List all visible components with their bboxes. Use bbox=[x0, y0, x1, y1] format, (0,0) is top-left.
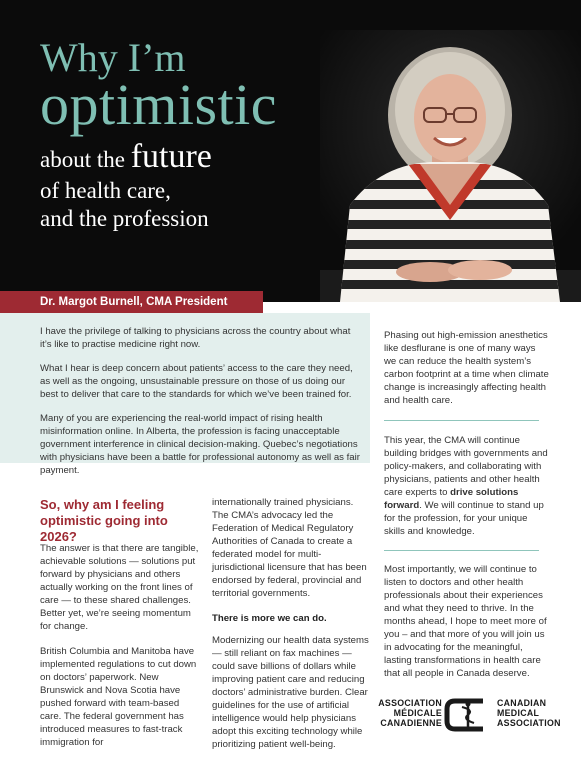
licensure-paragraph: internationally trained physicians. The CMA’s advocacy led the Federation of Medical Regulatory Authorities of Canada to create a federated model for multi-jurisdictional licensure that has been endorsed by federal, provincial and territorial governments. bbox=[212, 497, 367, 599]
logo-text: CANADIAN bbox=[497, 698, 547, 708]
divider bbox=[384, 550, 539, 551]
column-2 bbox=[212, 496, 372, 763]
title-line-why: Why I’m bbox=[40, 35, 186, 80]
cma-plans-paragraph bbox=[384, 434, 549, 538]
title-future-word: future bbox=[130, 138, 212, 175]
intro-paragraph: I have the privilege of talking to physicians across the country about what it’s like to practise medicine right now. bbox=[40, 326, 351, 350]
logo-text: MÉDICALE bbox=[393, 708, 442, 718]
hero-banner bbox=[0, 0, 581, 302]
section-heading: So, why am I feeling optimistic going into 2026? bbox=[40, 497, 168, 544]
subhead-more-we-can-do: There is more we can do. bbox=[212, 613, 327, 624]
caduceus-icon bbox=[443, 697, 493, 733]
logo-english-name bbox=[497, 698, 561, 728]
title-line-profession: and the profession bbox=[40, 206, 209, 231]
author-byline: Dr. Margot Burnell, CMA President bbox=[0, 291, 263, 313]
title-line-future bbox=[40, 140, 277, 174]
divider bbox=[384, 420, 539, 421]
right-column-paragraph-1 bbox=[384, 329, 549, 407]
title-line-health-care: of health care, bbox=[40, 178, 171, 203]
right-column-paragraph-2 bbox=[384, 434, 549, 538]
title-line-optimistic: optimistic bbox=[40, 72, 277, 137]
closing-paragraph: Most importantly, we will continue to listen to doctors and other health professionals about their experiences and what they need to thrive. In the months ahead, I hope to meet more of you – and that more of you will join us in advocating for the meaningful, lasting transformations in health care that all people in Canada deserve. bbox=[384, 564, 547, 679]
title-about-the: about the bbox=[40, 147, 131, 172]
answer-paragraph: The answer is that there are tangible, achievable solutions — solutions put forward by physicians and others actually working on the front lines of care — to these shared challenges. Better yet, we’re seeing momentum for change. bbox=[40, 543, 199, 632]
modernizing-paragraph: Modernizing our health data systems — still reliant on fax machines — could save billions of dollars while improving patient care and reducing doctors’ administrative burden. Clear guidelines for the use of artificial intelligence would help physicians adopt this exciting technology while prioritizing patient well-being. bbox=[212, 635, 369, 750]
logo-text: ASSOCIATION bbox=[497, 718, 561, 728]
plans-text-end: . We will continue to stand up for the profession, for your unique skills and knowledge. bbox=[384, 500, 544, 537]
logo-text: MEDICAL bbox=[497, 708, 540, 718]
plans-text: This year, the CMA will continue building bridges with governments and policy-makers, and collaborating with physicians, patients and other health care experts to bbox=[384, 435, 548, 498]
logo-french-name bbox=[378, 698, 442, 728]
plans-bold-text: drive solutions forward bbox=[384, 487, 519, 511]
logo-text: ASSOCIATION bbox=[378, 698, 442, 708]
president-portrait bbox=[320, 30, 581, 302]
hero-title bbox=[40, 35, 277, 231]
cma-logo bbox=[378, 697, 561, 733]
column-1 bbox=[40, 542, 203, 761]
anesthetics-paragraph: Phasing out high-emission anesthetics like desflurane is one of many ways we can reduce the health system’s carbon footprint at a time when climate change is increasingly affecting health and health care. bbox=[384, 330, 549, 406]
provinces-paragraph: British Columbia and Manitoba have implemented regulations to cut down on doctors’ paperwork. New Brunswick and Nova Scotia have pushed forward with team-based care. The federal government has introduced measures to fast-track immigration for bbox=[40, 646, 197, 748]
intro-paragraph: Many of you are experiencing the real-world impact of rising health misinformation online. In Alberta, the profession is facing unacceptable government interference in clinical decision-making. Quebec’s negotiations with physicians have been a battle for professional autonomy as well as fair payment. bbox=[40, 413, 360, 476]
intro-text bbox=[40, 325, 360, 488]
logo-text: CANADIENNE bbox=[380, 718, 442, 728]
intro-paragraph: What I hear is deep concern about patients’ access to the care they need, as well as the ongoing, unsustainable pressure on those of us doing our best to deliver that care to the standards for which we’ve been trained for. bbox=[40, 363, 353, 400]
right-column-paragraph-3 bbox=[384, 563, 549, 680]
